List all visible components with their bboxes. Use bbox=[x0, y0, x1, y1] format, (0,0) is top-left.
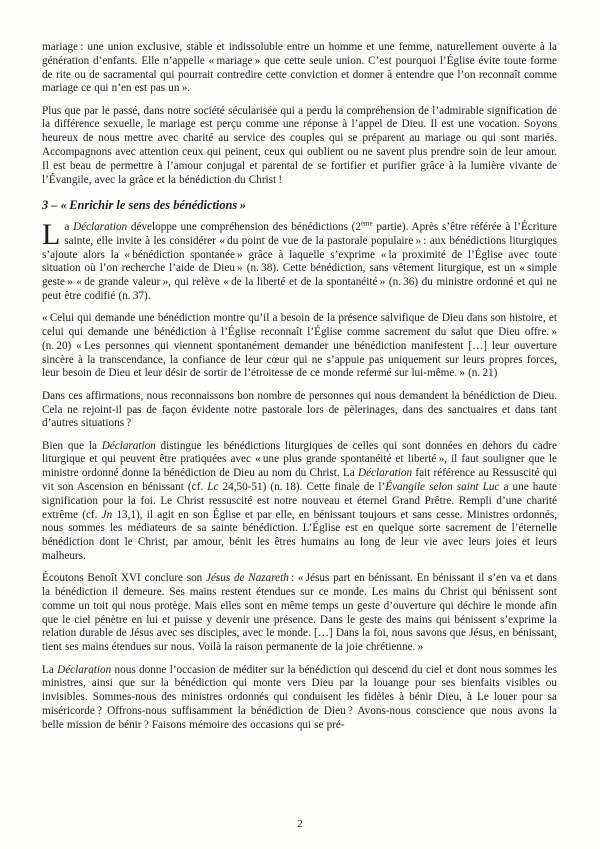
paragraph-declaration-developpe: La Déclaration développe une compréhension des bénédictions (2ème partie). Après s’être référée à l’Écriture sainte, elle invite à les considérer « du point de vue de la pastorale populaire » : aux bénédictions liturgiques s’ajoute alors la « bénédiction spontanée » grâce à laquelle s’exprime « la proximité de l’Église avec toute situation où l’on recherche l’aide de Dieu » (n. 38). Cette bénédiction, sans vêtement liturgique, est un « simple geste » « de grande valeur », qui relève « de la liberté et de la spontanéité » (n. 36) du ministre ordonné et qui ne peut être codifié (n. 37). bbox=[42, 217, 557, 302]
paragraph-mariage-union: mariage : une union exclusive, stable et indissoluble entre un homme et une femme, naturellement ouverte à la génération d’enfants. Elle n’appelle « mariage » que cette seule union. C’est pourquoi l’Église évite toute forme de rite ou de sacramental qui pourrait contredire cette conviction et donner à entendre que l’on reconnaît comme mariage ce qui n’en est pas un ». bbox=[42, 41, 557, 95]
paragraph-ecoutons-benoit-xvi: Écoutons Benoît XVI conclure son Jésus de Nazareth : « Jésus part en bénissant. En bénissant il s’en va et dans la bénédiction il demeure. Ses mains restent étendues sur ce monde. Les mains du Christ qui bénissent sont comme un toit qui nous protège. Mais elles sont en même temps un geste d’ouverture qui déchire le monde afin que le ciel pénètre en lui et puisse y devenir une présence. Dans le geste des mains qui bénissent s’exprime la relation durable de Jésus avec ses disciples, avec le monde. […] Dans la foi, nous savons que Jésus, en bénissant, tient ses mains étendues sur nous. Voilà la raison permanente de la joie chrétienne. » bbox=[42, 572, 557, 654]
page-number: 2 bbox=[297, 818, 303, 830]
paragraph-bien-que-declaration: Bien que la Déclaration distingue les bénédictions liturgiques de celles qui sont données en dehors du cadre liturgique et qui peuvent être pratiquées avec « une plus grande spontanéité et liberté », il faut souligner que le ministre ordonné donne la bénédiction de Dieu au nom du Christ. La Déclaration fait référence au Ressuscité qui vit son Ascension en bénissant (cf. Lc 24,50-51) (n. 18). Cette finale de l’Évangile selon saint Luc a une haute signification pour la foi. Le Christ ressuscité est notre nouveau et éternel Grand Prêtre. Rempli d’une charité extrême (cf. Jn 13,1), il agit en son Église et par elle, en bénissant toujours et sans cesse. Ministres ordonnés, nous sommes les médiateurs de sa sainte bénédiction. L’Église est en quelque sorte sacrement de l’éternelle bénédiction dont le Christ, par amour, bénit les êtres humains au long de leur vie avec leurs joies et leurs malheurs. bbox=[42, 439, 557, 562]
paragraph-societe-secularisee: Plus que par le passé, dans notre société sécularisée qui a perdu la compréhension de l’admirable signification de la différence sexuelle, le mariage est perçu comme une réponse à l’appel de Dieu. Il est une vocation. Soyons heureux de nous mettre avec charité au service des couples qui se préparent au mariage ou qui sont mariés. Accompagnons avec attention ceux qui peinent, ceux qui oublient ou ne savent plus prendre soin de leur amour. Il est beau de permettre à l’amour conjugal et parental de se fortifier et purifier grâce à la lumière vivante de l’Évangile, avec la grâce et la bénédiction du Christ ! bbox=[42, 104, 557, 186]
paragraph-citation-benediction: « Celui qui demande une bénédiction montre qu’il a besoin de la présence salvifique de Dieu dans son histoire, et celui qui demande une bénédiction à l’Église reconnaît l’Église comme sacrement du salut que Dieu offre. » (n. 20) « Les personnes qui viennent spontanément demander une bénédiction manifestent […] leur ouverture sincère à la transcendance, la confiance de leur cœur qui ne s’appuie pas uniquement sur leurs propres forces, leur besoin de Dieu et leur désir de sortir de l’étroitesse de ce monde refermé sur lui-même. » (n. 21) bbox=[42, 312, 557, 380]
section-heading: 3 – « Enrichir le sens des bénédictions » bbox=[42, 197, 246, 212]
paragraph-declaration-mediter: La Déclaration nous donne l’occasion de méditer sur la bénédiction qui descend du ciel et dont nous sommes les ministres, ainsi que sur la bénédiction qui monte vers Dieu par la louange pour ses bienfaits visibles ou invisibles. Sommes-nous des ministres ordonnés qui conduisent les fidèles à bénir Dieu, à Le louer pour sa miséricorde ? Offrons-nous suffisamment la bénédiction de Dieu ? Avons-nous conscience que nous avons la belle mission de bénir ? Faisons mémoire des occasions qui se pré- bbox=[42, 663, 557, 731]
paragraph-dans-ces-affirmations: Dans ces affirmations, nous reconnaissons bon nombre de personnes qui nous demandent la bénédiction de Dieu. Cela ne rejoint-il pas de façon évidente notre pastorale lors de pèlerinages, dans des sanctuaires et dans tant d’autres situations ? bbox=[42, 389, 557, 430]
page-content bbox=[42, 41, 557, 741]
